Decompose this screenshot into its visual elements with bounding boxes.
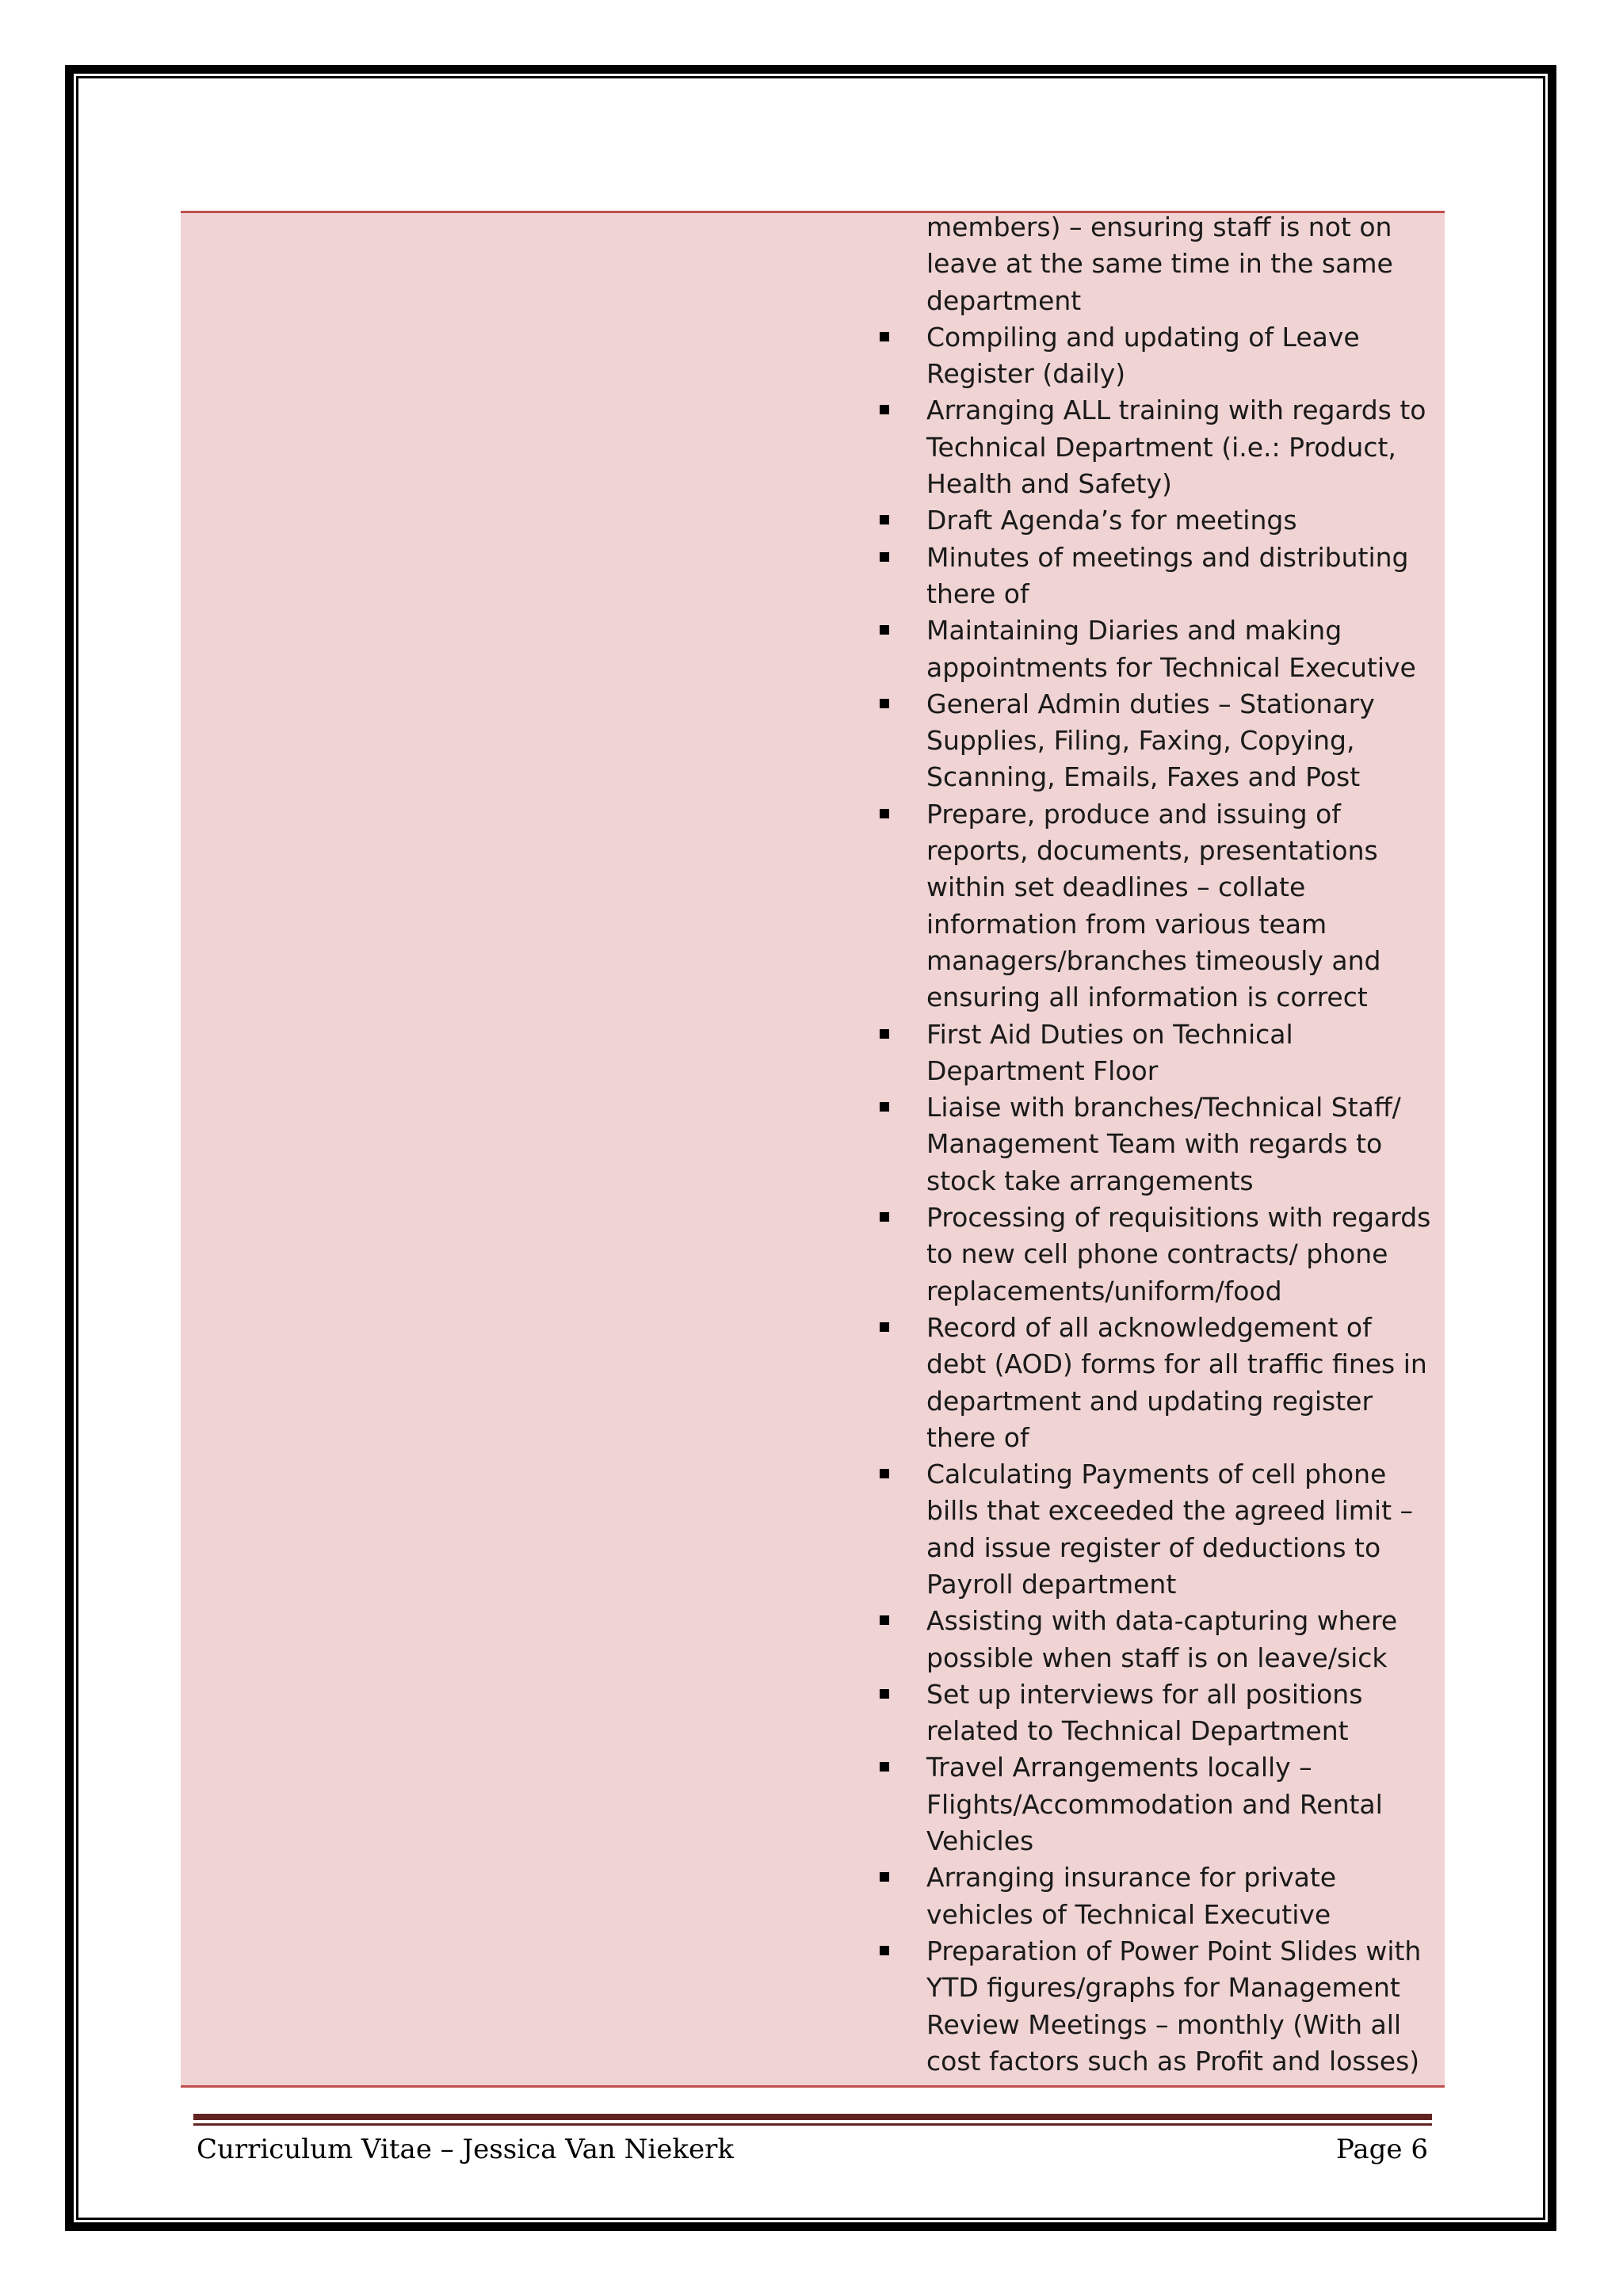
square-bullet-icon bbox=[880, 699, 889, 708]
duty-item bbox=[880, 1676, 1438, 1750]
duty-item-text: Processing of requisitions with regards to new cell phone contracts/ phone replacements/uniform/food bbox=[926, 1202, 1431, 1306]
square-bullet-icon bbox=[880, 552, 889, 562]
duty-item bbox=[880, 392, 1438, 502]
duty-item-text: Maintaining Diaries and making appointments for Technical Executive bbox=[926, 615, 1416, 683]
duty-item bbox=[880, 796, 1438, 1016]
duty-item-text: General Admin duties – Stationary Supplies, Filing, Faxing, Copying, Scanning, Emails, Faxes and Post bbox=[926, 688, 1375, 793]
duty-item-text: Assisting with data-capturing where possible when staff is on leave/sick bbox=[926, 1605, 1398, 1673]
duty-item bbox=[880, 1199, 1438, 1310]
duty-item bbox=[880, 1016, 1438, 1090]
duty-item bbox=[880, 1749, 1438, 1859]
square-bullet-icon bbox=[880, 625, 889, 635]
duty-item-text: Prepare, produce and issuing of reports, documents, presentations within set deadlines – collate information from various team managers/branches timeously and ensuring all information is correct bbox=[926, 798, 1381, 1013]
square-bullet-icon bbox=[880, 1946, 889, 1955]
duty-item bbox=[880, 1310, 1438, 1456]
duty-item bbox=[880, 1933, 1438, 2080]
job-duties-list bbox=[880, 209, 1438, 2080]
square-bullet-icon bbox=[880, 405, 889, 414]
square-bullet-icon bbox=[880, 1689, 889, 1699]
duty-item-text: Arranging insurance for private vehicles of Technical Executive bbox=[926, 1862, 1337, 1930]
duty-item-text: Set up interviews for all positions related to Technical Department bbox=[926, 1678, 1363, 1747]
square-bullet-icon bbox=[880, 1469, 889, 1478]
duty-item bbox=[880, 502, 1438, 539]
duty-item bbox=[880, 1456, 1438, 1603]
duty-item-text: Minutes of meetings and distributing there of bbox=[926, 541, 1409, 609]
duty-item bbox=[880, 686, 1438, 796]
duty-item bbox=[880, 540, 1438, 613]
square-bullet-icon bbox=[880, 332, 889, 341]
duty-item bbox=[880, 319, 1438, 393]
square-bullet-icon bbox=[880, 1029, 889, 1039]
square-bullet-icon bbox=[880, 1102, 889, 1112]
duty-item bbox=[880, 1859, 1438, 1933]
duty-item-text: Record of all acknowledgement of debt (AOD) forms for all traffic fines in department and updating register there of bbox=[926, 1311, 1427, 1453]
duty-item bbox=[880, 1089, 1438, 1199]
square-bullet-icon bbox=[880, 1322, 889, 1332]
duty-item-continued bbox=[880, 209, 1438, 319]
square-bullet-icon bbox=[880, 1762, 889, 1772]
duty-item-text: First Aid Duties on Technical Department Floor bbox=[926, 1018, 1293, 1086]
duty-item-text: Travel Arrangements locally – Flights/Accommodation and Rental Vehicles bbox=[926, 1752, 1383, 1857]
square-bullet-icon bbox=[880, 809, 889, 818]
duty-item-text: Liaise with branches/Technical Staff/ Management Team with regards to stock take arrangements bbox=[926, 1092, 1401, 1196]
footer-page-number: Page 6 bbox=[1336, 2134, 1428, 2165]
duty-item-text: Preparation of Power Point Slides with YTD figures/graphs for Management Review Meetings – monthly (With all cost factors such as Profit and losses) bbox=[926, 1935, 1422, 2077]
footer-document-title: Curriculum Vitae – Jessica Van Niekerk bbox=[197, 2134, 734, 2165]
footer-rule-thick bbox=[193, 2114, 1432, 2120]
duty-item-text: Arranging ALL training with regards to Technical Department (i.e.: Product, Health and Safety) bbox=[926, 395, 1426, 500]
duty-item-text: Compiling and updating of Leave Register (daily) bbox=[926, 321, 1360, 390]
square-bullet-icon bbox=[880, 1872, 889, 1882]
duty-item bbox=[880, 1603, 1438, 1676]
duty-item-text: Draft Agenda’s for meetings bbox=[926, 505, 1297, 536]
duty-item-text: members) – ensuring staff is not on leave at the same time in the same department bbox=[926, 212, 1393, 316]
square-bullet-icon bbox=[880, 1212, 889, 1222]
square-bullet-icon bbox=[880, 1615, 889, 1625]
footer-rule-thin bbox=[193, 2123, 1432, 2126]
square-bullet-icon bbox=[880, 515, 889, 524]
duty-item bbox=[880, 612, 1438, 686]
duty-item-text: Calculating Payments of cell phone bills that exceeded the agreed limit – and issue register of deductions to Payroll department bbox=[926, 1459, 1414, 1600]
